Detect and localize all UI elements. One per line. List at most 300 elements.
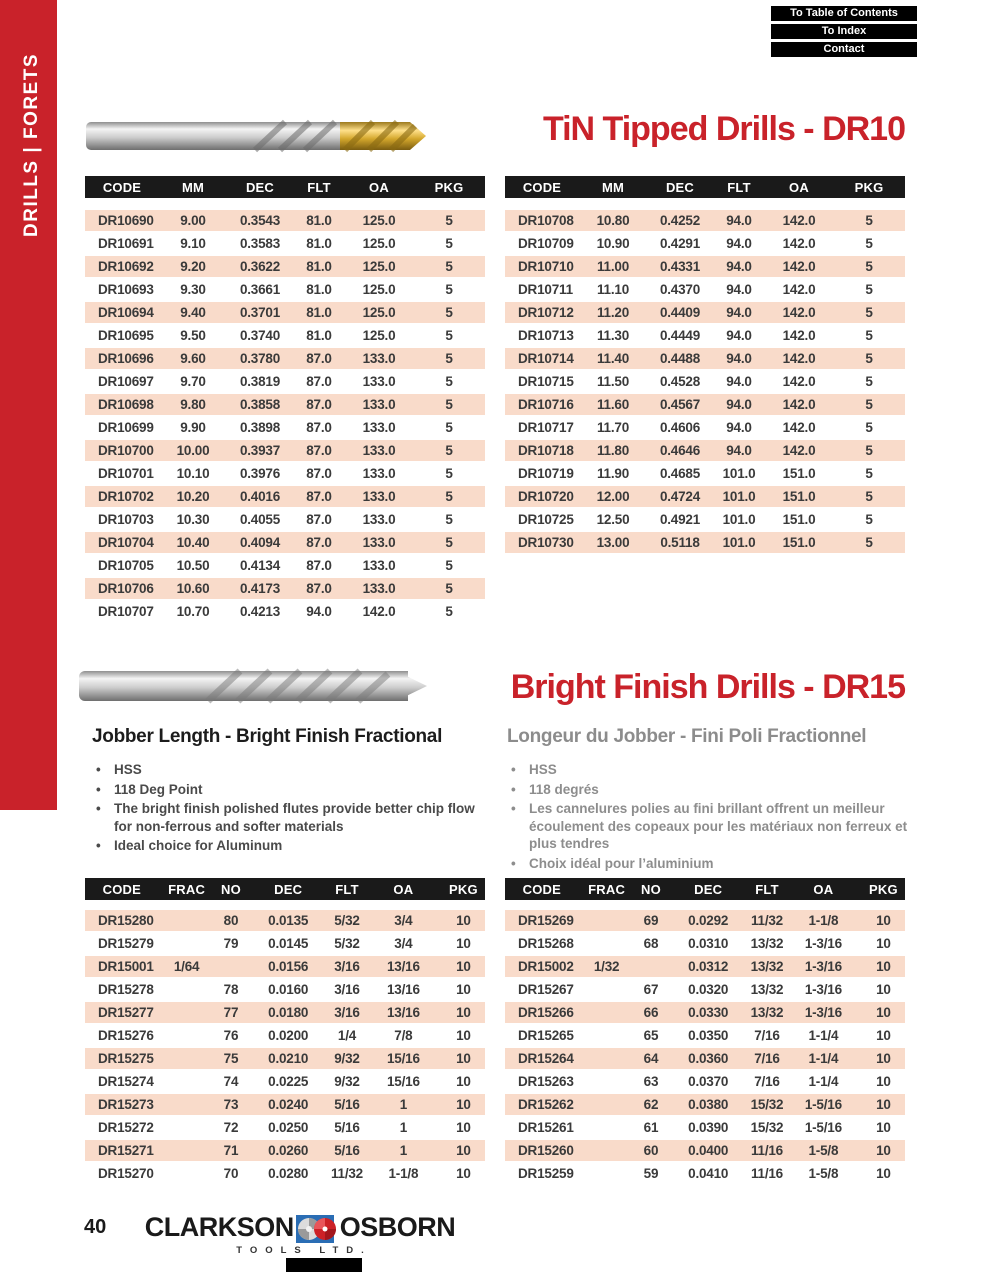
table-cell: 11.80 xyxy=(596,443,630,458)
table-cell: 10 xyxy=(876,982,891,997)
table-cell: 5 xyxy=(865,351,873,366)
table-cell: 142.0 xyxy=(362,604,396,619)
table-cell: 0.4173 xyxy=(239,581,281,596)
table-cell: 5 xyxy=(445,259,453,274)
table-cell: 70 xyxy=(223,1166,239,1181)
table-cell: 9.80 xyxy=(180,397,206,412)
table-header xyxy=(505,878,905,900)
table-cell: 10 xyxy=(456,959,471,974)
table-cell: 81.0 xyxy=(306,259,332,274)
table-cell: 5 xyxy=(445,558,453,573)
table-cell: 0.0210 xyxy=(268,1051,309,1066)
table-cell: 133.0 xyxy=(362,535,396,550)
table-cell: 87.0 xyxy=(306,466,332,481)
table-cell: 1-5/8 xyxy=(808,1143,839,1158)
table-row xyxy=(85,256,485,277)
table-cell: 0.0380 xyxy=(688,1097,729,1112)
column-header: OA xyxy=(813,881,834,897)
table-cell: 133.0 xyxy=(362,397,396,412)
bullet-item xyxy=(92,781,476,799)
table-cell: 0.4252 xyxy=(659,213,701,228)
table-row xyxy=(505,1048,905,1069)
table-cell: 10 xyxy=(456,1051,471,1066)
table-cell: 142.0 xyxy=(782,282,816,297)
table-cell: 0.0160 xyxy=(268,982,309,997)
table-cell: DR10712 xyxy=(518,305,574,320)
table-cell: 0.0200 xyxy=(268,1028,309,1043)
table-cell: DR15264 xyxy=(518,1051,574,1066)
table-body xyxy=(85,910,485,1184)
table-body xyxy=(85,210,485,622)
table-cell: 5 xyxy=(865,420,873,435)
bullet-text: Les cannelures polies au fini brillant offrent un meilleur écoulement des copeaux pour les matériaux non ferreux et plus tendres xyxy=(529,801,908,851)
table-cell: 10.90 xyxy=(596,236,630,251)
table-cell: DR15272 xyxy=(98,1120,154,1135)
table-cell: 0.4213 xyxy=(239,604,281,619)
table-row xyxy=(85,555,485,576)
table-row xyxy=(505,348,905,369)
table-cell: DR15266 xyxy=(518,1005,574,1020)
table-cell: DR10690 xyxy=(98,213,154,228)
nav-button-table-of-contents[interactable]: To Table of Contents xyxy=(771,6,917,21)
table-cell: 94.0 xyxy=(726,351,752,366)
section1-title: TiN Tipped Drills - DR10 xyxy=(542,110,905,148)
column-header: FRAC xyxy=(168,881,206,897)
table-cell: 0.4134 xyxy=(239,558,281,573)
table-cell: 11.90 xyxy=(596,466,630,481)
table-cell: DR15270 xyxy=(98,1166,154,1181)
table-cell: 13/32 xyxy=(750,982,784,997)
table-cell: DR10692 xyxy=(98,259,154,274)
column-header: DEC xyxy=(665,179,695,195)
table-cell: 87.0 xyxy=(306,535,332,550)
bullet-dot: • xyxy=(96,762,101,777)
table-cell: DR10703 xyxy=(98,512,154,527)
table-cell: DR10700 xyxy=(98,443,154,458)
table-cell: 10.00 xyxy=(176,443,210,458)
table-cell: 5 xyxy=(865,328,873,343)
column-header: OA xyxy=(393,881,414,897)
table-cell: 13/16 xyxy=(386,982,420,997)
table-cell: 0.0410 xyxy=(688,1166,729,1181)
table-cell: 0.0390 xyxy=(688,1120,729,1135)
table-cell: DR15273 xyxy=(98,1097,154,1112)
table-cell: 9/32 xyxy=(334,1074,360,1089)
table-row xyxy=(85,910,485,931)
table-cell: 87.0 xyxy=(306,489,332,504)
table-cell: DR10725 xyxy=(518,512,574,527)
table-cell: 15/32 xyxy=(750,1097,784,1112)
table-cell: 10.50 xyxy=(176,558,210,573)
table-cell: DR10697 xyxy=(98,374,154,389)
table-cell: 9.40 xyxy=(180,305,206,320)
table-cell: 12.00 xyxy=(596,489,630,504)
table-cell: DR10707 xyxy=(98,604,154,619)
table-cell: 79 xyxy=(223,936,239,951)
table-cell: 3/4 xyxy=(394,913,413,928)
table-cell: 5 xyxy=(445,351,453,366)
table-cell: 0.4488 xyxy=(659,351,701,366)
brand-logo xyxy=(140,1212,460,1256)
table-cell: 94.0 xyxy=(726,397,752,412)
table-cell: 71 xyxy=(223,1143,239,1158)
table-cell: 13/16 xyxy=(386,959,420,974)
table-cell: 10.60 xyxy=(176,581,210,596)
table-cell: 0.0360 xyxy=(688,1051,729,1066)
table-cell: 0.3976 xyxy=(239,466,281,481)
bullet-item xyxy=(507,781,917,799)
brand-word-osborn: OSBORN xyxy=(339,1212,456,1242)
table-cell: 0.5118 xyxy=(660,535,700,550)
table-cell: 11.30 xyxy=(596,328,630,343)
table-cell: 11.50 xyxy=(596,374,630,389)
column-header: DEC xyxy=(694,881,723,897)
table-row xyxy=(85,1048,485,1069)
table-body xyxy=(505,210,905,553)
table-row xyxy=(85,1140,485,1161)
nav-button-index[interactable]: To Index xyxy=(771,24,917,39)
table-cell: 10 xyxy=(456,1097,471,1112)
table-cell: 0.0292 xyxy=(688,913,729,928)
table-cell: 94.0 xyxy=(726,282,752,297)
table-row xyxy=(85,302,485,323)
table-cell: 133.0 xyxy=(362,351,396,366)
table-cell: 11.60 xyxy=(596,397,630,412)
table-cell: DR15278 xyxy=(98,982,154,997)
table-cell: DR10701 xyxy=(98,466,154,481)
table-row xyxy=(505,256,905,277)
table-cell: DR10720 xyxy=(518,489,574,504)
table-cell: 0.4685 xyxy=(659,466,701,481)
table-cell: 10.70 xyxy=(176,604,210,619)
table-row xyxy=(85,933,485,954)
table-cell: DR10696 xyxy=(98,351,154,366)
table-cell: 151.0 xyxy=(782,512,816,527)
table-cell: 10 xyxy=(876,959,891,974)
sidebar xyxy=(0,0,57,810)
table-cell: DR10717 xyxy=(518,420,574,435)
table-cell: 10.10 xyxy=(176,466,210,481)
table-cell: 10 xyxy=(456,1005,471,1020)
table-row xyxy=(505,302,905,323)
table-cell: 101.0 xyxy=(722,466,756,481)
table-cell: 10 xyxy=(456,936,471,951)
table-cell: 9.90 xyxy=(180,420,206,435)
table-cell: 0.0400 xyxy=(688,1143,729,1158)
table-cell: 94.0 xyxy=(726,374,752,389)
table-cell: 75 xyxy=(223,1051,239,1066)
table-cell: DR15267 xyxy=(518,982,574,997)
section2-title: Bright Finish Drills - DR15 xyxy=(510,668,905,706)
table-cell: 5 xyxy=(865,213,873,228)
table-row xyxy=(505,532,905,553)
table-cell: DR15271 xyxy=(98,1143,154,1158)
table-cell: 1-3/16 xyxy=(804,982,842,997)
column-header: PKG xyxy=(854,179,884,195)
table-cell: 0.0135 xyxy=(268,913,309,928)
table-cell: 15/16 xyxy=(386,1051,420,1066)
table-cell: 0.0180 xyxy=(268,1005,309,1020)
tin-table-right xyxy=(505,176,905,555)
description-french xyxy=(507,726,917,874)
table-cell: 0.0330 xyxy=(688,1005,729,1020)
table-cell: 0.4331 xyxy=(659,259,701,274)
table-cell: 5 xyxy=(445,282,453,297)
table-cell: 11/16 xyxy=(750,1166,783,1181)
table-cell: 5 xyxy=(445,397,453,412)
page-number: 40 xyxy=(84,1216,107,1238)
table-row xyxy=(85,1117,485,1138)
table-cell: DR15279 xyxy=(98,936,154,951)
table-cell: 1/32 xyxy=(593,959,620,974)
table-cell: 94.0 xyxy=(726,328,752,343)
table-cell: 15/16 xyxy=(386,1074,420,1089)
table-cell: 5 xyxy=(445,604,453,619)
table-cell: 81.0 xyxy=(306,213,332,228)
table-cell: 1-1/8 xyxy=(808,913,839,928)
column-header: PKG xyxy=(868,881,898,897)
table-cell: 142.0 xyxy=(782,420,816,435)
table-row xyxy=(505,371,905,392)
column-header: CODE xyxy=(522,881,561,897)
column-header: FRAC xyxy=(588,881,626,897)
table-cell: 0.0240 xyxy=(268,1097,309,1112)
bullet-text: 118 degrés xyxy=(529,781,599,797)
table-cell: DR15275 xyxy=(98,1051,154,1066)
bullet-dot: • xyxy=(511,801,516,816)
table-cell: 0.3858 xyxy=(239,397,281,412)
table-cell: 0.4528 xyxy=(659,374,701,389)
table-cell: 87.0 xyxy=(306,351,332,366)
table-cell: 0.0156 xyxy=(268,959,309,974)
table-cell: 11.70 xyxy=(596,420,630,435)
table-cell: 5 xyxy=(865,489,873,504)
tin-table-left xyxy=(85,176,485,624)
table-cell: 68 xyxy=(643,936,659,951)
table-cell: DR10706 xyxy=(98,581,154,596)
table-cell: 125.0 xyxy=(362,328,396,343)
column-header: DEC xyxy=(245,179,275,195)
table-cell: 3/16 xyxy=(334,959,360,974)
table-cell: 0.3937 xyxy=(239,443,281,458)
description-french-heading: Longeur du Jobber - Fini Poli Fractionnel xyxy=(507,726,867,747)
bullet-dot: • xyxy=(511,781,516,797)
table-cell: 64 xyxy=(643,1051,659,1066)
table-cell: 9.10 xyxy=(180,236,206,251)
bullet-item xyxy=(92,761,476,779)
table-cell: 94.0 xyxy=(726,213,752,228)
table-cell: 94.0 xyxy=(726,236,752,251)
bullet-item xyxy=(92,837,476,855)
table-cell: 60 xyxy=(643,1143,659,1158)
table-row xyxy=(85,348,485,369)
table-cell: 125.0 xyxy=(362,236,396,251)
table-cell: 11/32 xyxy=(330,1166,363,1181)
table-row xyxy=(85,578,485,599)
table-cell: 133.0 xyxy=(362,466,396,481)
table-cell: DR15261 xyxy=(518,1120,574,1135)
description-english xyxy=(92,726,476,857)
table-cell: 133.0 xyxy=(362,420,396,435)
table-cell: 0.4606 xyxy=(659,420,701,435)
table-cell: 81.0 xyxy=(306,282,332,297)
table-cell: 0.3780 xyxy=(239,351,281,366)
table-cell: 87.0 xyxy=(306,558,332,573)
table-cell: 9/32 xyxy=(334,1051,360,1066)
table-row xyxy=(85,1025,485,1046)
table-cell: 94.0 xyxy=(726,305,752,320)
table-cell: 72 xyxy=(223,1120,239,1135)
table-row xyxy=(85,601,485,622)
bullet-dot: • xyxy=(511,855,516,871)
table-cell: 0.3898 xyxy=(239,420,281,435)
table-cell: 1 xyxy=(399,1097,408,1112)
table-cell: DR15269 xyxy=(518,913,574,928)
table-cell: 11/32 xyxy=(750,913,783,928)
table-cell: 5/16 xyxy=(334,1120,360,1135)
table-row xyxy=(85,371,485,392)
table-cell: 67 xyxy=(643,982,659,997)
table-cell: 5 xyxy=(865,535,873,550)
description-english-heading: Jobber Length - Bright Finish Fractional xyxy=(92,726,443,747)
bullet-text: HSS xyxy=(529,762,557,777)
table-cell: 0.0225 xyxy=(268,1074,309,1089)
table-header xyxy=(85,878,485,900)
table-row xyxy=(85,1094,485,1115)
table-cell: 101.0 xyxy=(722,535,756,550)
table-cell: 133.0 xyxy=(362,581,396,596)
table-row xyxy=(505,486,905,507)
bullet-dot: • xyxy=(511,762,516,777)
table-cell: 65 xyxy=(643,1028,659,1043)
column-header: DEC xyxy=(274,881,303,897)
description-english-bullets xyxy=(92,761,476,855)
table-cell: 10 xyxy=(456,1074,471,1089)
page-bottom-mark xyxy=(286,1258,362,1272)
table-cell: DR10730 xyxy=(518,535,574,550)
table-cell: 1 xyxy=(399,1143,408,1158)
table-cell: 69 xyxy=(643,913,659,928)
table-cell: 125.0 xyxy=(362,213,396,228)
table-cell: 151.0 xyxy=(782,466,816,481)
table-cell: 0.4291 xyxy=(659,236,701,251)
table-cell: DR10709 xyxy=(518,236,574,251)
table-cell: 9.00 xyxy=(180,213,206,228)
table-cell: 1-5/8 xyxy=(808,1166,839,1181)
table-cell: 1-3/16 xyxy=(804,1005,842,1020)
nav-button-contact[interactable]: Contact xyxy=(771,42,917,57)
table-cell: 59 xyxy=(643,1166,659,1181)
table-cell: 11.00 xyxy=(596,259,630,274)
table-cell: 133.0 xyxy=(362,374,396,389)
bullet-item xyxy=(507,855,917,873)
table-row xyxy=(505,279,905,300)
table-cell: 133.0 xyxy=(362,489,396,504)
table-cell: 0.0310 xyxy=(688,936,729,951)
table-cell: DR15259 xyxy=(518,1166,574,1181)
table-cell: DR10714 xyxy=(518,351,574,366)
table-cell: 11/16 xyxy=(750,1143,783,1158)
table-cell: DR15265 xyxy=(518,1028,574,1043)
table-cell: 5 xyxy=(865,512,873,527)
table-cell: 5 xyxy=(865,466,873,481)
column-header: NO xyxy=(641,881,661,897)
column-header: PKG xyxy=(448,881,478,897)
table-cell: 1-1/4 xyxy=(808,1074,839,1089)
table-cell: DR10710 xyxy=(518,259,574,274)
table-cell: 0.0280 xyxy=(268,1166,309,1181)
table-cell: 63 xyxy=(643,1074,659,1089)
table-cell: DR10716 xyxy=(518,397,574,412)
table-cell: 142.0 xyxy=(782,397,816,412)
table-cell: 0.3819 xyxy=(239,374,281,389)
table-cell: 10.30 xyxy=(176,512,210,527)
table-cell: 81.0 xyxy=(306,305,332,320)
bright-table-left xyxy=(85,878,485,1186)
tin-drill-image xyxy=(85,114,427,158)
brand-subtitle: TOOLS LTD. xyxy=(236,1245,372,1256)
table-cell: 87.0 xyxy=(306,512,332,527)
table-cell: 11.20 xyxy=(596,305,630,320)
table-cell: 5 xyxy=(445,512,453,527)
table-cell: 10 xyxy=(876,1166,891,1181)
table-cell: 10 xyxy=(876,1097,891,1112)
table-cell: 10 xyxy=(876,1120,891,1135)
table-cell: 5 xyxy=(865,236,873,251)
table-cell: DR15263 xyxy=(518,1074,574,1089)
table-cell: 142.0 xyxy=(782,259,816,274)
column-header: CODE xyxy=(522,179,562,195)
table-cell: 5 xyxy=(865,282,873,297)
table-cell: DR15276 xyxy=(98,1028,154,1043)
table-cell: 94.0 xyxy=(726,443,752,458)
table-row xyxy=(505,233,905,254)
table-cell: 5 xyxy=(865,443,873,458)
table-cell: 15/32 xyxy=(750,1120,784,1135)
table-cell: 125.0 xyxy=(362,282,396,297)
table-cell: 0.4016 xyxy=(239,489,281,504)
table-cell: 5/16 xyxy=(334,1097,360,1112)
table-cell: 0.4921 xyxy=(659,512,701,527)
table-cell: 5 xyxy=(445,581,453,596)
table-row xyxy=(505,979,905,1000)
table-cell: 7/8 xyxy=(394,1028,413,1043)
table-cell: DR10705 xyxy=(98,558,154,573)
column-header: FLT xyxy=(307,179,331,195)
table-cell: 0.0250 xyxy=(268,1120,309,1135)
bullet-text: Choix idéal pour l’aluminium xyxy=(529,855,714,871)
table-cell: 87.0 xyxy=(306,397,332,412)
table-cell: 142.0 xyxy=(782,236,816,251)
table-cell: 87.0 xyxy=(306,374,332,389)
table-row xyxy=(505,1094,905,1115)
table-cell: 77 xyxy=(223,1005,239,1020)
table-cell: DR10704 xyxy=(98,535,154,550)
table-cell: 0.4409 xyxy=(659,305,701,320)
bullet-item xyxy=(507,761,917,779)
table-cell: 3/16 xyxy=(334,982,360,997)
table-cell: 1-5/16 xyxy=(804,1120,842,1135)
table-cell: 1/64 xyxy=(173,959,200,974)
table-cell: DR15001 xyxy=(98,959,154,974)
table-row xyxy=(505,1117,905,1138)
column-header: FLT xyxy=(335,881,359,897)
table-cell: 5 xyxy=(865,259,873,274)
table-cell: 0.0370 xyxy=(688,1074,729,1089)
table-cell: 5/32 xyxy=(334,936,360,951)
table-row xyxy=(85,279,485,300)
table-cell: 0.0320 xyxy=(688,982,729,997)
